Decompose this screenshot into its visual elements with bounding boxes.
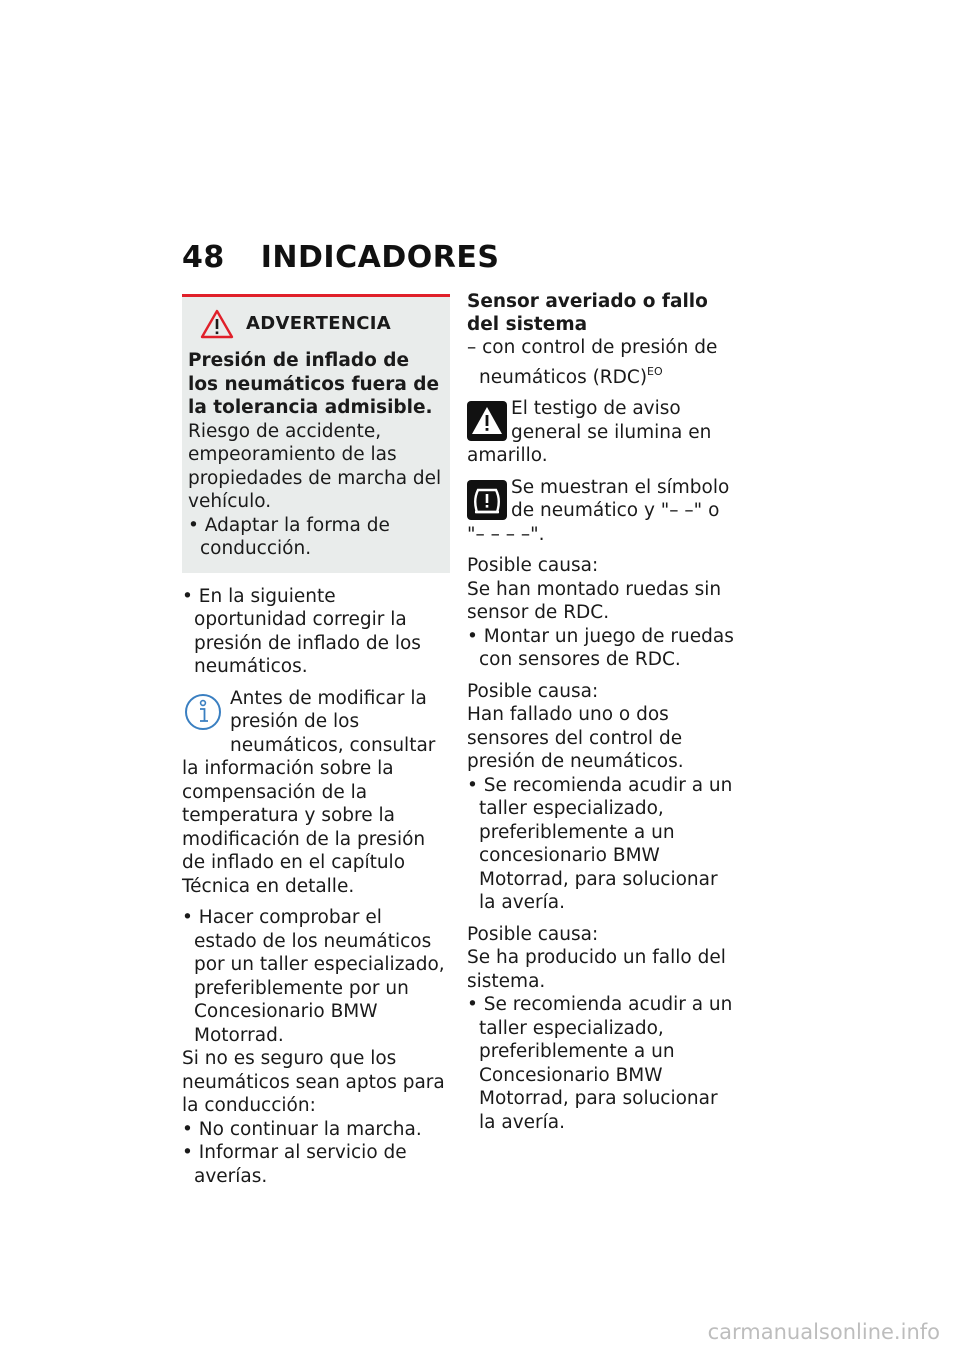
page-title: INDICADORES xyxy=(260,240,500,275)
paragraph-unsure: Si no es seguro que los neumáticos sean aptos para la conducción: xyxy=(182,1048,445,1116)
warning-box xyxy=(182,294,450,573)
watermark: carmanualsonline.info xyxy=(707,1320,940,1344)
warning-bullet: • Adaptar la forma de conducción. xyxy=(188,514,390,559)
page-number: 48 xyxy=(182,240,225,275)
list-item-correct-pressure: • En la siguiente oportunidad corregir la presión de inflado de los neumáticos. xyxy=(182,585,421,677)
cause3-bullet: • Se recomienda acudir a un taller especializado, preferiblemente a un Concesionario BMW Motorrad, para solucionar la avería. xyxy=(467,994,733,1133)
dash-item-rdc: – con control de presión de neumáticos (RDC)$^{EO}$ xyxy=(467,337,718,388)
info-icon xyxy=(182,689,226,735)
info-note xyxy=(182,687,450,899)
list-item-check-tyres: • Hacer comprobar el estado de los neumáticos por un taller especializado, preferiblemente por un Concesionario BMW Motorrad. xyxy=(182,907,445,1046)
cause3-label: Posible causa: xyxy=(467,923,599,945)
general-warning-icon xyxy=(467,401,507,441)
warning-body: Riesgo de accidente, empeoramiento de las propiedades de marcha del vehículo. xyxy=(188,420,442,512)
page-header xyxy=(182,240,499,275)
info-text: Antes de modificar la presión de los neumáticos, consultar la información sobre la compensación de la temperatura y sobre la modificación de la presión de inflado en el capítulo Técnica en detalle. xyxy=(182,687,436,897)
cause2-label: Posible causa: xyxy=(467,680,599,702)
cause3-text: Se ha producido un fallo del sistema. xyxy=(467,947,726,992)
tyre-pressure-text: Se muestran el símbolo de neumático y "– –" o "– – – –". xyxy=(467,476,730,545)
warning-title: ADVERTENCIA xyxy=(246,313,391,335)
indicator-tyre xyxy=(467,476,737,547)
cause2-bullet: • Se recomienda acudir a un taller especializado, preferiblemente a un concesionario BMW Motorrad, para solucionar la avería. xyxy=(467,774,733,913)
cause2-text: Han fallado uno o dos sensores del control de presión de neumáticos. xyxy=(467,704,684,772)
cause1-bullet: • Montar un juego de ruedas con sensores de RDC. xyxy=(467,625,734,670)
warning-triangle-icon xyxy=(200,309,234,339)
general-warning-text: El testigo de aviso general se ilumina en amarillo. xyxy=(467,398,712,466)
section-title: Sensor averiado o fallo del sistema xyxy=(467,291,708,335)
right-column xyxy=(467,290,737,1134)
list-item-stop: • No continuar la marcha. xyxy=(182,1118,422,1140)
warning-heading: Presión de inflado de los neumáticos fuera de la tolerancia admisible. xyxy=(188,350,440,418)
tyre-pressure-icon xyxy=(467,480,507,520)
left-column xyxy=(182,294,450,1188)
cause1-text: Se han montado ruedas sin sensor de RDC. xyxy=(467,578,722,623)
indicator-general-warning xyxy=(467,397,737,468)
list-item-inform: • Informar al servicio de averías. xyxy=(182,1142,407,1187)
warning-header xyxy=(200,309,444,339)
cause1-label: Posible causa: xyxy=(467,555,599,576)
